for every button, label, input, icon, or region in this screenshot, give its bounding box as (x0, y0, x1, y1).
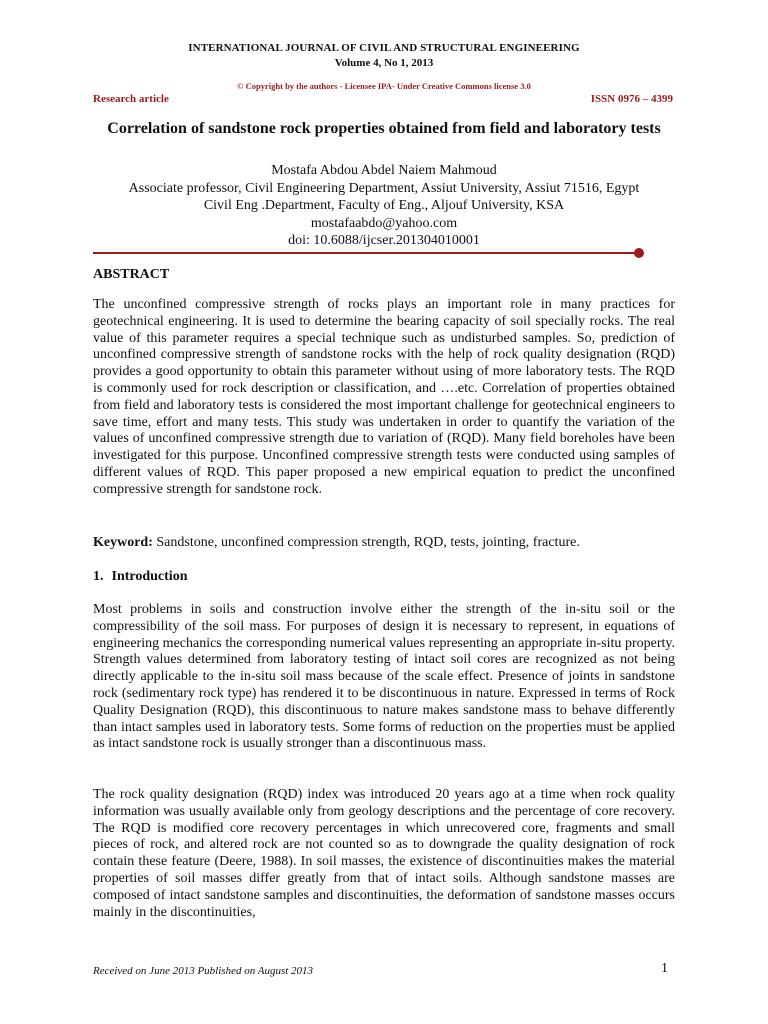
paper-title: Correlation of sandstone rock properties obtained from field and laboratory tests (107, 120, 661, 137)
author-email: mostafaabdo@yahoo.com (310, 215, 458, 231)
issn: ISSN 0976 – 4399 (590, 93, 673, 105)
header-divider-line (93, 252, 635, 254)
section-heading-introduction (93, 569, 187, 585)
section-title: Introduction (111, 569, 188, 584)
article-type: Research article (93, 93, 169, 105)
section-number: 1. (93, 569, 104, 584)
journal-volume: Volume 4, No 1, 2013 (334, 57, 434, 69)
header-divider-dot (634, 248, 644, 258)
abstract-heading: ABSTRACT (93, 267, 170, 282)
page-number: 1 (661, 961, 668, 976)
abstract-text: The unconfined compressive strength of rocks plays an important role in many practices for geotechnical engineering. It is used to determine the bearing capacity of soil specially rocks. The real value of this parameter requires a special technique such as undisturbed samples. So, prediction of unconfined compressive strength of sandstone rocks with the help of rock quality designation (RQD) provides a good opportunity to obtain this parameter without using of more laboratory tests. The RQD is commonly used for rock description or classification, and ….etc. Correlation of properties obtained from field and laboratory tests is considered the most important challenge for geotechnical engineers to save time, effort and many tests. This study was undertaken in order to quantify the variation of the values of unconfined compressive strength due to variation of (RQD). Many field boreholes have been investigated for this purpose. Unconfined compressive strength tests were conducted using samples of different values of RQD. This paper proposed a new empirical equation to predict the unconfined compressive strength for sandstone rock. (93, 297, 675, 497)
author-affiliation-1: Associate professor, Civil Engineering Department, Assiut University, Assiut 71516, Egypt (128, 180, 640, 196)
introduction-paragraph-2: The rock quality designation (RQD) index was introduced 20 years ago at a time when rock quality information was usually available only from geology descriptions and the percentage of core recovery. The RQD is modified core recovery percentages in which unrecovered core, fragments and small pieces of rock, and altered rock are not counted so as to downgrade the quality designation of rock contain these feature (Deere, 1988). In soil masses, the existence of discontinuities makes the material properties of soil masses differ greatly from that of intact soils. Although sandstone masses are composed of intact sandstone samples and discontinuities, the deformation of sandstone masses occurs mainly in the discontinuities, (93, 787, 675, 920)
keywords-text: Sandstone, unconfined compression strength, RQD, tests, jointing, fracture. (156, 535, 580, 550)
author-affiliation-2: Civil Eng .Department, Faculty of Eng., Aljouf University, KSA (203, 198, 565, 213)
introduction-paragraph-1: Most problems in soils and construction involve either the strength of the in-situ soil or the compressibility of the soil mass. For purposes of design it is necessary to represent, in equations of engineering mechanics the corresponding numerical values representing an appropriate in-situ property. Strength values determined from laboratory testing of intact soil cores are recognized as not being directly applicable to the in-situ soil mass because of the scale effect. Presence of joints in sandstone rock (sedimentary rock type) has rendered it to be discontinuous in nature. Expressed in terms of Rock Quality Designation (RQD), this discontinuous to nature makes sandstone mass to behave differently than intact samples used in laboratory tests. Some forms of reduction on the properties must be applied as intact sandstone rock is usually stronger than a discontinuous mass. (93, 602, 675, 752)
journal-name: INTERNATIONAL JOURNAL OF CIVIL AND STRUCTURAL ENGINEERING (188, 42, 580, 54)
author-block (60, 162, 708, 250)
doi: doi: 10.6088/ijcser.201304010001 (288, 233, 480, 248)
footer-received-date: Received on June 2013 Published on August 2013 (93, 965, 314, 977)
author-name: Mostafa Abdou Abdel Naiem Mahmoud (271, 163, 497, 178)
keywords-label: Keyword: (93, 535, 153, 550)
keywords (93, 535, 675, 552)
copyright-notice: © Copyright by the authors - Licensee IPA- Under Creative Commons license 3.0 (237, 81, 531, 91)
